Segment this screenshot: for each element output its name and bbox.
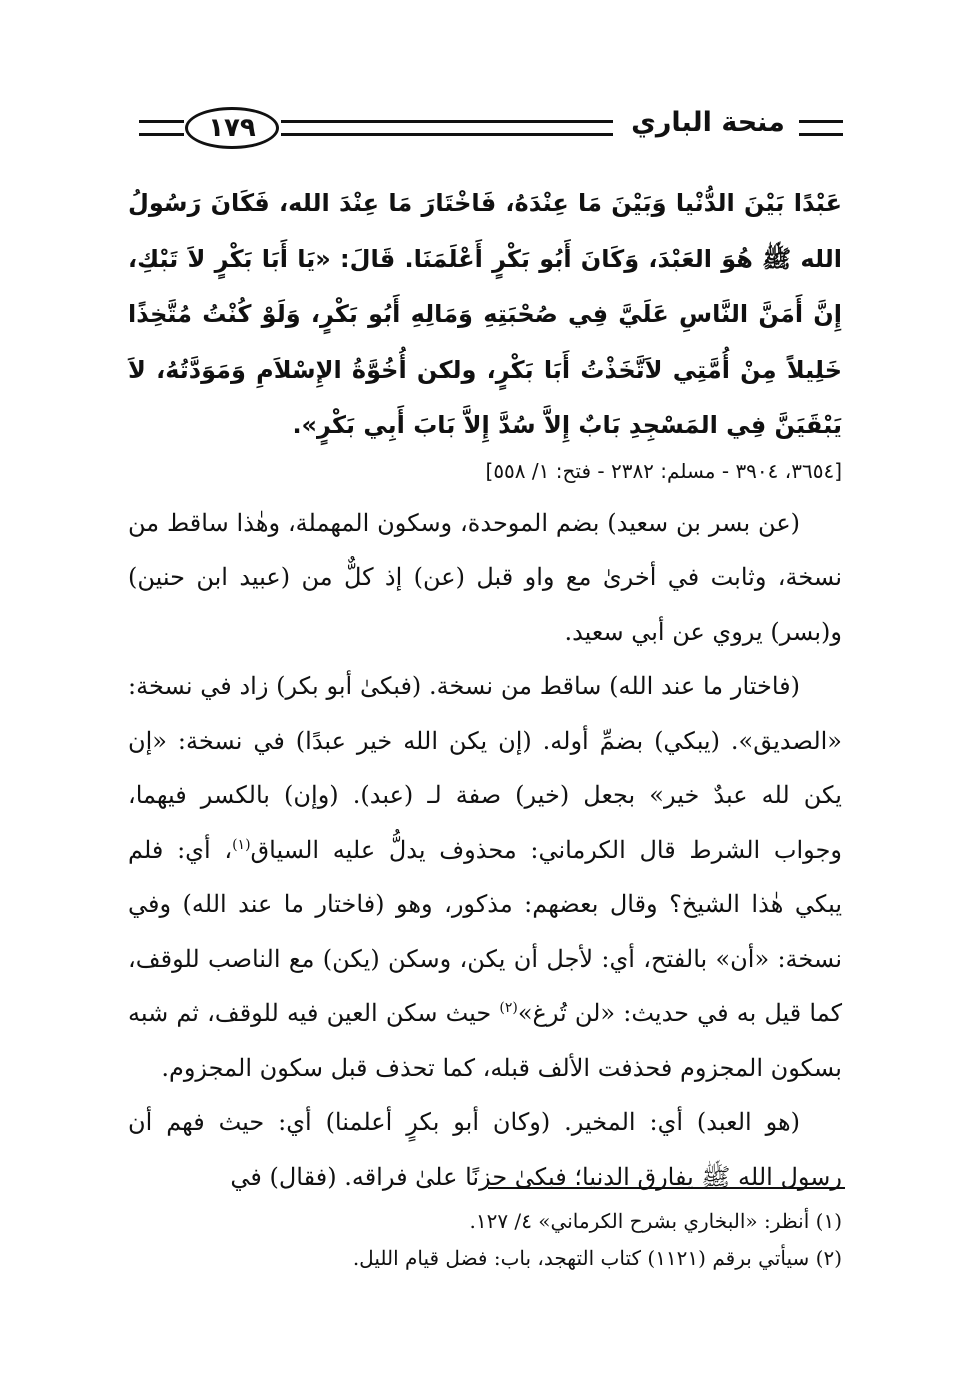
header-rule-middle (281, 120, 613, 136)
commentary (128, 496, 842, 1205)
footnote-marker[interactable]: (٢) (499, 1000, 518, 1016)
commentary-segment: ، أي: فلم يبكي هٰذا الشيخ؟ وقال بعضهم: مذكور، وهو (فاختار ما عند الله) وفي نسخة: «أن» بالفتح، أي: لأجل أن يكن، وسكن (يكن) مع الناصب للوقف، كما قيل به في حديث: «لن تُرغ» (128, 835, 843, 1027)
commentary-paragraph: (هو العبد) أي: المخير. (وكان أبو بكرٍ أعلمنا) أي: حيث فهم أن رسول الله ﷺ يفارق الدنيا؛ فبكىٰ حزنًا علىٰ فراقه. (فقال) في (128, 1108, 842, 1191)
header-rule-right (799, 120, 843, 136)
running-title: منحة الباري (631, 107, 785, 138)
footnote: (٢) سيأتي برقم (١١٢١) كتاب التهجد، باب: فضل قيام الليل. (352, 1246, 842, 1270)
footnote: (١) أنظر: «البخاري بشرح الكرماني» ٤/ ١٢٧. (469, 1209, 842, 1233)
commentary-paragraph (128, 659, 842, 1095)
page-header (133, 103, 847, 149)
hadith-text: عَبْدًا بَيْنَ الدُّنْيا وَبَيْنَ مَا عِنْدَهُ، فَاخْتَارَ مَا عِنْدَ الله، فَكَانَ رَسُولُ الله ﷺ هُوَ العَبْدَ، وَكَانَ أَبُو بَكْرٍ أَعْلَمَنَا. قَالَ: «يَا أَبَا بَكْرٍ لاَ تَبْكِ، إِنَّ أَمَنَّ النَّاسِ عَلَيَّ فِي صُحْبَتِهِ وَمَالِهِ أَبُو بَكْرٍ، وَلَوْ كُنْتُ مُتَّخِذًا خَلِيلاً مِنْ أُمَّتِي لاَتَّخَذْتُ أَبَا بَكْرٍ، ولكن أُخُوَّةُ الإِسْلاَمِ وَمَوَدَّتُهُ، لاَ يَبْقَيَنَّ فِي المَسْجِدِ بَابٌ إِلاَّ سُدَّ إِلاَّ بَابَ أَبِي بَكْرٍ». (128, 189, 842, 439)
footnotes (128, 1203, 842, 1277)
page-number: ١٧٩ (185, 107, 279, 149)
hadith-reference: [٣٦٥٤، ٣٩٠٤ - مسلم: ٢٣٨٢ - فتح: ١/ ٥٥٨] (485, 458, 842, 483)
footnote-separator (488, 1187, 845, 1189)
header-rule-left (139, 120, 184, 136)
main-text (128, 176, 842, 1204)
footnote-marker[interactable]: (١) (232, 836, 251, 853)
commentary-segment: حيث سكن العين فيه للوقف، ثم شبه بسكون المجزوم فحذفت الألف قبله، كما تحذف قبل سكون المجزوم. (128, 999, 842, 1082)
commentary-paragraph: (عن بسر بن سعيد) بضم الموحدة، وسكون المهملة، وهٰذا ساقط من نسخة، وثابت في أخرىٰ مع واو قبل (عن) إذ كلٌّ من (عبيد ابن حنين) و(بسر) يروي عن أبي سعيد. (128, 508, 842, 646)
commentary-segment: (فاختار ما عند الله) ساقط من نسخة. (فبكىٰ أبو بكر) زاد في نسخة: «الصديق». (يبكي) بضمِّ أوله. (إن يكن الله خير عبدًا) في نسخة: «إن يكن لله عبدٌ خير» بجعل (خير) صفة لـ (عبد). (وإن) بالكسر فيهما، وجواب الشرط قال الكرماني: محذوف يدلُّ عليه السياق (128, 672, 842, 864)
